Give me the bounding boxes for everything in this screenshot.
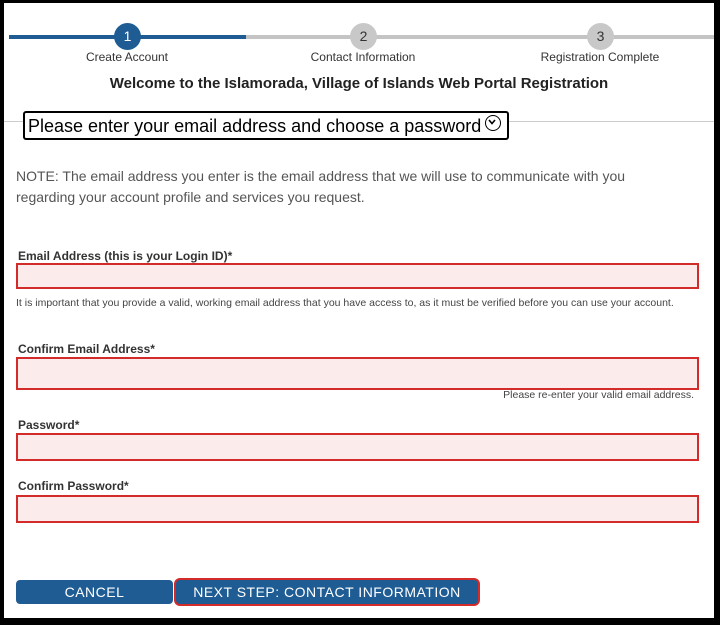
step-3-circle: 3 — [587, 23, 614, 50]
step-1-label: Create Account — [85, 50, 169, 64]
section-label: Please enter your email address and choose a password — [28, 116, 482, 136]
email-label: Email Address (this is your Login ID)* — [18, 249, 233, 263]
step-2-circle: 2 — [350, 23, 377, 50]
cancel-button[interactable]: CANCEL — [16, 580, 173, 604]
confirm-password-field[interactable] — [16, 495, 699, 523]
next-step-button[interactable]: NEXT STEP: CONTACT INFORMATION — [176, 580, 478, 604]
confirm-email-field[interactable] — [16, 357, 699, 390]
page-title: Welcome to the Islamorada, Village of Islands Web Portal Registration — [109, 75, 609, 92]
chevron-down-circle-icon — [485, 115, 501, 131]
confirm-email-label: Confirm Email Address* — [18, 342, 155, 356]
email-field[interactable] — [16, 263, 699, 289]
note-text: NOTE: The email address you enter is the email address that we will use to communicate with you regarding your account profile and services you request. — [16, 168, 626, 205]
step-3-label: Registration Complete — [540, 50, 660, 64]
email-help-text: It is important that you provide a valid, working email address that you have access to, as it must be verified before you can use your account. — [16, 297, 674, 309]
progress-track-remaining — [246, 35, 714, 39]
section-toggle[interactable] — [23, 111, 509, 140]
step-2-label: Contact Information — [310, 50, 416, 64]
step-1-circle: 1 — [114, 23, 141, 50]
password-field[interactable] — [16, 433, 699, 461]
registration-page — [4, 3, 714, 618]
confirm-email-help-text: Please re-enter your valid email address. — [503, 389, 694, 401]
confirm-password-label: Confirm Password* — [18, 479, 129, 493]
password-label: Password* — [18, 418, 80, 432]
